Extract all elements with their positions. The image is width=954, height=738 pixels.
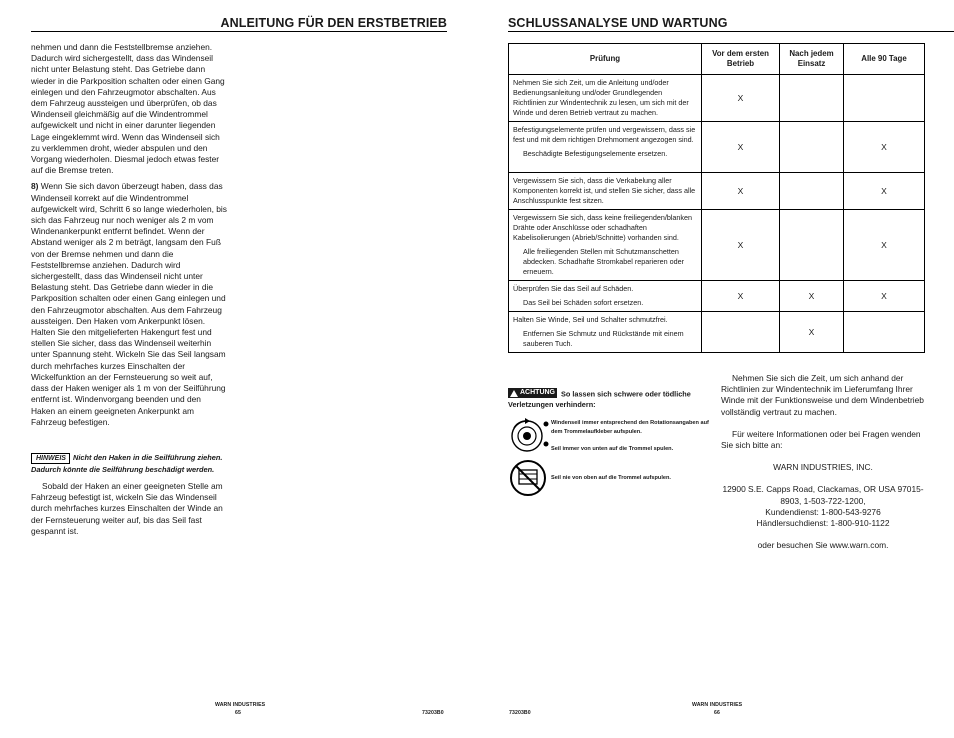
warning-heading (508, 388, 718, 410)
page-title: ANLEITUNG FÜR DEN ERSTBETRIEB (31, 16, 447, 32)
step-number: 8) (31, 181, 39, 192)
row-text: Überprüfen Sie das Seil auf Schäden. (513, 284, 634, 293)
row-text: Vergewissern Sie sich, dass keine freiliegenden/blanken Drähte oder Anschlüsse oder schadhaften Kabelisolierungen (Abrieb/Schnitte) vorhanden sind. (513, 213, 692, 242)
warning-item-1-text: Windenseil immer entsprechend den Rotationsangaben auf dem Trommelaufkleber aufspulen. (551, 419, 709, 435)
cell-mark: X (844, 122, 925, 173)
row-text: Nehmen Sie sich Zeit, um die Anleitung und/oder Bedienungsanleitung und/oder Grundlegenden Richtlinien zur Windentechnik zu lesen, um sich mit der Winde und deren Betrieb vertraut zu machen. (513, 78, 689, 117)
info-paragraph-2: Für weitere Informationen oder bei Fragen wenden Sie sich bitte an: (721, 428, 921, 451)
table-row (509, 75, 925, 122)
step-text: Wenn Sie sich davon überzeugt haben, dass das Windenseil korrekt auf die Windentrommel aufgewickelt wird, Schritt 6 so lange wiederholen, bis sich das Fahrzeug nur noch weniger als 2 m vom Windenankerpunkt entfernt befindet. Wenn der Abstand weniger als 2 m beträgt, langsam den Fuß von der Bremse nehmen und dann die Feststellbremse anziehen. Dadurch wird sichergestellt, dass das Windenseil nicht unter Belastung steht. Das Getriebe dann wieder in die Parkposition schalten oder einen Gang einlegen und den Fahrzeugmotor abschalten. Aus dem Fahrzeug aussteigen. Den Haken vom Ankerpunkt lösen. Halten Sie den mitgelieferten Hakengurt fest und stellen Sie sicher, dass das Windenseil weiterhin unter Spannung steht. Wickeln Sie das Seil langsam durch mehrfaches kurzes Einschalten der Wickelfunktion an der Fernsteuerung so weit auf, dass der Haken weniger als 1 m von der Seilführung entfernt ist. Windenvorgang beenden und den Haken an einem geeigneten Ankerpunkt am Fahrzeug befestigen. (31, 181, 227, 427)
cell-mark (780, 210, 844, 281)
paragraph-1: nehmen und dann die Feststellbremse anziehen. Dadurch wird sichergestellt, dass das Windenseil nicht unter Belastung steht. Das Getriebe dann wieder in die Parkposition schalten oder einen Gang einlegen und den Fahrzeugmotor abschalten. Aus dem Fahrzeug aussteigen und überprüfen, ob das Windenseil gleichmäßig auf die Windentrommel aufgewickelt und nicht in einer darunter liegenden Lage eingeklemmt wird. Wenn das Windenseil sich zu verklemmen droht, wieder abspulen und den Vorgang wiederholen. Diesmal jedoch etwas fester auf die Bremse treten. (31, 42, 225, 176)
table-header-row (509, 44, 925, 75)
cell-mark: X (780, 312, 844, 353)
cell-mark (780, 122, 844, 173)
cell-mark (780, 173, 844, 210)
paragraph-2 (31, 181, 227, 427)
prohibited-spool-icon (508, 458, 550, 498)
cell-mark: X (702, 210, 780, 281)
warning-item-3 (508, 458, 671, 498)
table-row (509, 312, 925, 353)
warning-badge-label: ACHTUNG (520, 389, 555, 396)
row-subtext: Alle freiliegenden Stellen mit Schutzmanschetten abdecken. Schadhafte Stromkabel reparieren oder erneuern. (523, 247, 685, 276)
footer-page-number: 65 (235, 710, 241, 716)
table-row (509, 210, 925, 281)
table-row (509, 122, 925, 173)
header-after-each-use: Nach jedem Einsatz (780, 44, 844, 75)
cell-mark (780, 75, 844, 122)
row-text: Vergewissern Sie sich, dass die Verkabelung aller Komponenten korrekt ist, und stellen Sie sicher, dass alle Anschlusspunkte fest sitzen. (513, 176, 696, 205)
company-address: 12900 S.E. Capps Road, Clackamas, OR USA 97015-8903, 1-503-722-1200, (722, 484, 924, 506)
table-row (509, 173, 925, 210)
info-paragraph-1: Nehmen Sie sich die Zeit, um sich anhand der Richtlinien zur Windentechnik im Lieferumfang Ihrer Winde mit der Funktionsweise und dem Windenbetrieb vollständig vertraut zu machen. (721, 373, 924, 417)
row-text: Befestigungselemente prüfen und vergewissern, dass sie fest und mit dem richtigen Drehmoment angezogen sind. (513, 125, 696, 144)
warning-item-2-text: Seil immer von unten auf die Trommel spulen. (551, 445, 674, 452)
footer-company: WARN INDUSTRIES (215, 702, 266, 708)
header-check: Prüfung (509, 44, 702, 75)
cell-mark: X (702, 122, 780, 173)
warning-triangle-icon (510, 390, 518, 397)
notice-label: HINWEIS (31, 453, 70, 464)
page-title: SCHLUSSANALYSE UND WARTUNG (508, 16, 954, 32)
cell-mark (844, 75, 925, 122)
table-row (509, 281, 925, 312)
footer-doc-code: 73203B0 (509, 710, 531, 716)
maintenance-table (508, 43, 924, 353)
cell-mark: X (702, 281, 780, 312)
row-subtext: Das Seil bei Schäden sofort ersetzen. (523, 298, 644, 307)
warning-block (508, 388, 718, 481)
drum-rotation-icon (508, 416, 550, 456)
paragraph-3: Sobald der Haken an einer geeigneten Stelle am Fahrzeug befestigt ist, wickeln Sie das Windenseil durch mehrfaches kurzes Einschalten der Winde an der Fernsteuerung weiter auf, bis das Seil fast gespannt ist. (31, 480, 223, 536)
cell-mark: X (702, 173, 780, 210)
header-before-first-use: Vor dem ersten Betrieb (702, 44, 780, 75)
row-subtext: Entfernen Sie Schmutz und Rückstände mit einem sauberen Tuch. (523, 329, 684, 348)
footer-doc-code: 73203B0 (422, 710, 444, 716)
notice-text: Nicht den Haken in die Seilführung ziehen. Dadurch könnte die Seilführung beschädigt werden. (31, 452, 223, 474)
row-text: Halten Sie Winde, Seil und Schalter schmutzfrei. (513, 315, 668, 324)
company-name: WARN INDUSTRIES, INC. (773, 462, 873, 473)
instructions-column (31, 42, 227, 542)
cell-mark (844, 312, 925, 353)
contact-info (721, 373, 925, 562)
cell-mark (702, 312, 780, 353)
cell-mark: X (702, 75, 780, 122)
footer-company: WARN INDUSTRIES (692, 702, 743, 708)
dealer-locator: Händlersuchdienst: 1-800-910-1122 (756, 518, 890, 529)
right-page (477, 0, 954, 738)
cell-mark: X (844, 281, 925, 312)
warning-badge (508, 388, 557, 398)
notice (31, 452, 227, 475)
customer-service: Kundendienst: 1-800-543-9276 (765, 506, 881, 517)
footer-page-number: 66 (714, 710, 720, 716)
cell-mark: X (780, 281, 844, 312)
cell-mark: X (844, 210, 925, 281)
row-subtext: Beschädigte Befestigungselemente ersetzen. (523, 149, 668, 158)
warning-heading-text: So lassen sich schwere oder tödliche Verletzungen verhindern: (508, 389, 691, 409)
warning-item-3-text: Seil nie von oben auf die Trommel aufspulen. (551, 474, 671, 481)
header-every-90-days: Alle 90 Tage (844, 44, 925, 75)
warning-item-1 (508, 416, 711, 456)
website-link: oder besuchen Sie www.warn.com. (757, 540, 889, 551)
cell-mark: X (844, 173, 925, 210)
